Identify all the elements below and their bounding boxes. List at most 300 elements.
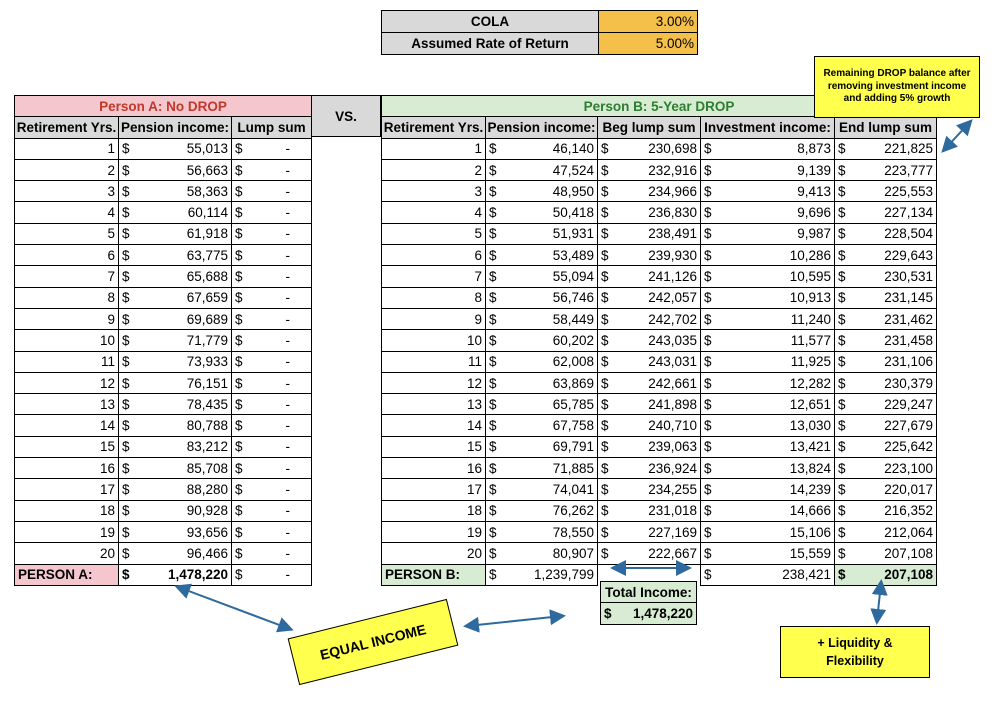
currency-symbol: $ (838, 481, 846, 497)
retirement-year: 7 (15, 266, 119, 287)
retirement-year: 16 (15, 458, 119, 479)
vs-label: VS. (311, 95, 381, 137)
currency-symbol: $ (489, 183, 497, 199)
currency-symbol: $ (122, 524, 130, 540)
cell-value[interactable]: 76,262 (552, 503, 594, 519)
cell-value[interactable]: 241,898 (648, 396, 697, 412)
currency-symbol: $ (704, 162, 712, 178)
currency-symbol: $ (235, 396, 243, 412)
currency-symbol: $ (704, 418, 712, 434)
currency-symbol: $ (122, 481, 130, 497)
cell-value[interactable]: 8,873 (797, 141, 831, 157)
currency-symbol: $ (122, 183, 130, 199)
currency-symbol: $ (601, 545, 609, 561)
currency-symbol: $ (704, 269, 712, 285)
column-header: Retirement Yrs. (382, 117, 486, 138)
currency-symbol: $ (838, 354, 846, 370)
currency-symbol: $ (704, 205, 712, 221)
currency-symbol: $ (489, 205, 497, 221)
currency-symbol: $ (122, 375, 130, 391)
currency-symbol: $ (235, 460, 243, 476)
currency-symbol: $ (838, 439, 846, 455)
cell-value[interactable]: 243,031 (648, 354, 697, 370)
currency-symbol: $ (601, 524, 609, 540)
retirement-year: 5 (15, 223, 119, 244)
arrow-person-a-equal (178, 587, 290, 629)
currency-symbol: $ (704, 545, 712, 561)
retirement-year: 15 (15, 436, 119, 457)
cell-value[interactable]: 88,280 (186, 481, 228, 497)
currency-symbol: $ (235, 247, 243, 263)
cell-value[interactable]: 9,987 (797, 226, 831, 242)
currency-symbol: $ (122, 396, 130, 412)
cell-value[interactable]: 11,925 (790, 354, 831, 370)
cell-value[interactable]: 71,779 (186, 332, 228, 348)
person-b-total-end-lump[interactable]: 207,108 (884, 567, 934, 583)
cell-value[interactable]: 10,595 (789, 269, 831, 285)
cell-value[interactable]: 207,108 (884, 545, 934, 561)
total-income-value[interactable]: 1,478,220 (632, 605, 693, 621)
cell-value[interactable]: 60,114 (187, 205, 228, 221)
cell-value[interactable]: 221,825 (884, 141, 934, 157)
retirement-year: 5 (382, 223, 486, 244)
cell-value[interactable]: 85,708 (186, 460, 228, 476)
retirement-year: 7 (382, 266, 486, 287)
arrow-liquidity (877, 583, 881, 621)
person-b-total-investment[interactable]: 238,421 (782, 567, 831, 583)
cell-value[interactable]: 242,057 (648, 290, 697, 306)
currency-symbol: $ (601, 247, 609, 263)
currency-symbol: $ (489, 481, 497, 497)
cell-value[interactable]: 61,918 (186, 226, 228, 242)
currency-symbol: $ (601, 311, 609, 327)
cell-value[interactable]: 239,930 (648, 247, 697, 263)
cell-value[interactable]: - (285, 396, 290, 412)
currency-symbol: $ (489, 439, 497, 455)
cell-value[interactable]: 71,885 (552, 460, 594, 476)
currency-symbol: $ (122, 205, 130, 221)
retirement-year: 4 (382, 202, 486, 223)
retirement-year: 2 (382, 159, 486, 180)
currency-symbol: $ (601, 332, 609, 348)
cell-value[interactable]: - (285, 418, 290, 434)
currency-symbol: $ (122, 354, 130, 370)
currency-symbol: $ (235, 332, 243, 348)
currency-symbol: $ (601, 503, 609, 519)
cell-value[interactable]: 13,421 (789, 439, 831, 455)
cell-value[interactable]: 242,702 (648, 311, 697, 327)
cola-label: COLA (382, 11, 599, 33)
retirement-year: 17 (15, 479, 119, 500)
retirement-year: 1 (15, 138, 119, 159)
currency-symbol: $ (604, 605, 612, 621)
total-income-label: Total Income: (601, 582, 697, 603)
currency-symbol: $ (601, 141, 609, 157)
currency-symbol: $ (704, 375, 712, 391)
currency-symbol: $ (838, 311, 846, 327)
currency-symbol: $ (235, 481, 243, 497)
cell-value[interactable]: 222,667 (648, 545, 697, 561)
currency-symbol: $ (601, 162, 609, 178)
cell-value[interactable]: - (285, 375, 290, 391)
cell-value[interactable]: - (285, 269, 290, 285)
cell-value[interactable]: 10,913 (789, 290, 831, 306)
cell-value[interactable]: - (285, 332, 290, 348)
person-b-total-pension[interactable]: 1,239,799 (533, 567, 594, 583)
currency-symbol: $ (601, 439, 609, 455)
cola-value[interactable]: 3.00% (599, 11, 698, 33)
currency-symbol: $ (489, 162, 497, 178)
cell-value[interactable]: 231,106 (884, 354, 934, 370)
cell-value[interactable]: 225,553 (884, 183, 934, 199)
currency-symbol: $ (122, 545, 130, 561)
column-header: End lump sum (835, 117, 937, 138)
currency-symbol: $ (838, 290, 846, 306)
currency-symbol: $ (704, 141, 712, 157)
rate-of-return-label: Assumed Rate of Return (382, 33, 599, 55)
cell-value[interactable]: 14,666 (789, 503, 831, 519)
currency-symbol: $ (235, 545, 243, 561)
currency-symbol: $ (601, 418, 609, 434)
cell-value[interactable]: 58,363 (186, 183, 228, 199)
currency-symbol: $ (838, 141, 846, 157)
cell-value[interactable]: 12,651 (789, 396, 831, 412)
cell-value[interactable]: - (285, 545, 290, 561)
cell-value[interactable]: - (285, 524, 290, 540)
retirement-year: 9 (382, 308, 486, 329)
cell-value[interactable]: 78,435 (186, 396, 228, 412)
currency-symbol: $ (838, 269, 846, 285)
cell-value[interactable]: 228,504 (884, 226, 934, 242)
retirement-year: 1 (382, 138, 486, 159)
cell-value[interactable]: 10,286 (789, 247, 831, 263)
cell-value[interactable]: 48,950 (552, 183, 594, 199)
currency-symbol: $ (704, 354, 712, 370)
cell-value[interactable]: - (285, 460, 290, 476)
cell-value[interactable]: 240,710 (648, 418, 697, 434)
cell-value[interactable]: - (285, 141, 290, 157)
currency-symbol: $ (838, 332, 846, 348)
cell-value[interactable]: 93,656 (186, 524, 228, 540)
cell-value[interactable]: - (285, 354, 290, 370)
currency-symbol: $ (704, 439, 712, 455)
retirement-year: 4 (15, 202, 119, 223)
currency-symbol: $ (489, 332, 497, 348)
retirement-year: 11 (15, 351, 119, 372)
cell-value[interactable]: 229,247 (884, 396, 934, 412)
currency-symbol: $ (601, 396, 609, 412)
cell-value[interactable]: 227,169 (648, 524, 697, 540)
retirement-year: 13 (15, 394, 119, 415)
retirement-year: 6 (382, 245, 486, 266)
currency-symbol: $ (235, 269, 243, 285)
currency-symbol: $ (601, 460, 609, 476)
cell-value[interactable]: - (285, 439, 290, 455)
cell-value[interactable]: 14,239 (789, 481, 831, 497)
cell-value[interactable]: 56,663 (186, 162, 228, 178)
currency-symbol: $ (489, 354, 497, 370)
retirement-year: 3 (15, 181, 119, 202)
retirement-year: 9 (15, 308, 119, 329)
currency-symbol: $ (489, 141, 497, 157)
retirement-year: 15 (382, 436, 486, 457)
cell-value[interactable]: 78,550 (552, 524, 594, 540)
currency-symbol: $ (489, 311, 497, 327)
column-header: Lump sum (232, 117, 312, 138)
cell-value[interactable]: 212,064 (884, 524, 934, 540)
cell-value[interactable]: - (285, 162, 290, 178)
cell-value[interactable]: 96,466 (186, 545, 228, 561)
currency-symbol: $ (235, 524, 243, 540)
currency-symbol: $ (489, 460, 497, 476)
currency-symbol: $ (122, 247, 130, 263)
currency-symbol: $ (601, 205, 609, 221)
cell-value[interactable]: 69,791 (552, 439, 594, 455)
retirement-year: 12 (382, 372, 486, 393)
person-a-total-lump[interactable]: - (285, 567, 290, 583)
currency-symbol: $ (122, 332, 130, 348)
cell-value[interactable]: 74,041 (552, 481, 594, 497)
currency-symbol: $ (601, 269, 609, 285)
person-a-title: Person A: No DROP (15, 96, 312, 117)
column-header: Pension income: (486, 117, 598, 138)
cell-value[interactable]: 241,126 (648, 269, 697, 285)
cell-value[interactable]: 13,030 (789, 418, 831, 434)
currency-symbol: $ (704, 226, 712, 242)
currency-symbol: $ (122, 311, 130, 327)
cell-value[interactable]: 220,017 (884, 481, 934, 497)
cell-value[interactable]: - (285, 247, 290, 263)
cell-value[interactable]: 65,785 (552, 396, 594, 412)
person-b-total-label: PERSON B: (382, 564, 486, 585)
cell-value[interactable]: 9,413 (797, 183, 831, 199)
retirement-year: 20 (382, 543, 486, 564)
currency-symbol: $ (122, 460, 130, 476)
retirement-year: 8 (15, 287, 119, 308)
currency-symbol: $ (838, 567, 846, 583)
currency-symbol: $ (838, 162, 846, 178)
currency-symbol: $ (601, 375, 609, 391)
currency-symbol: $ (489, 226, 497, 242)
cell-value[interactable]: - (285, 183, 290, 199)
currency-symbol: $ (122, 503, 130, 519)
retirement-year: 19 (15, 521, 119, 542)
retirement-year: 17 (382, 479, 486, 500)
retirement-year: 18 (15, 500, 119, 521)
cell-value[interactable]: 56,746 (552, 290, 594, 306)
cell-value[interactable]: 76,151 (186, 375, 228, 391)
cell-value[interactable]: 62,008 (552, 354, 594, 370)
currency-symbol: $ (838, 205, 846, 221)
currency-symbol: $ (122, 439, 130, 455)
cell-value[interactable]: 227,134 (884, 205, 934, 221)
column-header: Retirement Yrs. (15, 117, 119, 138)
cell-value[interactable]: 63,775 (186, 247, 228, 263)
cell-value[interactable]: 69,689 (186, 311, 228, 327)
currency-symbol: $ (489, 418, 497, 434)
arrow-drop-note (944, 122, 970, 150)
cell-value[interactable]: 242,661 (648, 375, 697, 391)
currency-symbol: $ (122, 226, 130, 242)
currency-symbol: $ (489, 545, 497, 561)
currency-symbol: $ (235, 311, 243, 327)
cell-value[interactable]: 232,916 (648, 162, 697, 178)
cell-value[interactable]: 80,907 (552, 545, 594, 561)
cell-value[interactable]: 9,696 (797, 205, 831, 221)
cell-value[interactable]: 11,577 (790, 332, 831, 348)
cell-value[interactable]: 53,489 (552, 247, 594, 263)
retirement-year: 2 (15, 159, 119, 180)
retirement-year: 20 (15, 543, 119, 564)
cell-value[interactable]: 230,531 (884, 269, 934, 285)
cell-value[interactable]: 234,966 (648, 183, 697, 199)
rate-of-return-value[interactable]: 5.00% (599, 33, 698, 55)
person-a-total-pension[interactable]: 1,478,220 (167, 567, 228, 583)
cell-value[interactable]: 231,018 (648, 503, 697, 519)
cell-value[interactable]: - (285, 481, 290, 497)
column-header: Beg lump sum (598, 117, 701, 138)
cell-value[interactable]: 55,094 (552, 269, 594, 285)
cell-value[interactable]: 238,491 (648, 226, 697, 242)
retirement-year: 18 (382, 500, 486, 521)
cell-value[interactable]: 80,788 (186, 418, 228, 434)
currency-symbol: $ (122, 567, 130, 583)
cell-value[interactable]: 13,824 (789, 460, 831, 476)
person-b-title: Person B: 5-Year DROP (382, 96, 937, 117)
retirement-year: 14 (382, 415, 486, 436)
retirement-year: 14 (15, 415, 119, 436)
cell-value[interactable]: - (285, 503, 290, 519)
cell-value[interactable]: 11,240 (790, 311, 831, 327)
currency-symbol: $ (235, 375, 243, 391)
retirement-year: 3 (382, 181, 486, 202)
cell-value[interactable]: 9,139 (797, 162, 831, 178)
cell-value[interactable]: 90,928 (186, 503, 228, 519)
currency-symbol: $ (122, 162, 130, 178)
cell-value[interactable]: 67,659 (186, 290, 228, 306)
currency-symbol: $ (235, 503, 243, 519)
currency-symbol: $ (704, 567, 712, 583)
currency-symbol: $ (838, 418, 846, 434)
currency-symbol: $ (122, 269, 130, 285)
arrow-equal-total (467, 616, 562, 626)
retirement-year: 16 (382, 458, 486, 479)
cell-value[interactable]: 55,013 (186, 141, 228, 157)
currency-symbol: $ (838, 226, 846, 242)
cell-value[interactable]: 231,458 (884, 332, 934, 348)
currency-symbol: $ (838, 247, 846, 263)
currency-symbol: $ (235, 226, 243, 242)
cell-value[interactable]: 230,379 (884, 375, 934, 391)
currency-symbol: $ (601, 354, 609, 370)
person-a-total-label: PERSON A: (15, 564, 119, 585)
currency-symbol: $ (489, 247, 497, 263)
currency-symbol: $ (704, 460, 712, 476)
retirement-year: 8 (382, 287, 486, 308)
retirement-year: 13 (382, 394, 486, 415)
cell-value[interactable]: 231,462 (884, 311, 934, 327)
currency-symbol: $ (838, 375, 846, 391)
currency-symbol: $ (601, 481, 609, 497)
currency-symbol: $ (704, 524, 712, 540)
cell-value[interactable]: 60,202 (552, 332, 594, 348)
currency-symbol: $ (838, 503, 846, 519)
cell-value[interactable]: 47,524 (552, 162, 594, 178)
cell-value[interactable]: 58,449 (552, 311, 594, 327)
currency-symbol: $ (489, 524, 497, 540)
retirement-year: 12 (15, 372, 119, 393)
column-header: Investment income: (701, 117, 835, 138)
currency-symbol: $ (704, 290, 712, 306)
cell-value[interactable]: - (285, 311, 290, 327)
retirement-year: 11 (382, 351, 486, 372)
cell-value[interactable]: 63,869 (552, 375, 594, 391)
currency-symbol: $ (704, 311, 712, 327)
currency-symbol: $ (235, 162, 243, 178)
cell-value[interactable]: 223,777 (884, 162, 934, 178)
cell-value[interactable]: 236,924 (648, 460, 697, 476)
cell-value[interactable]: 229,643 (884, 247, 934, 263)
currency-symbol: $ (704, 481, 712, 497)
currency-symbol: $ (489, 396, 497, 412)
cell-value[interactable]: 234,255 (648, 481, 697, 497)
currency-symbol: $ (235, 205, 243, 221)
currency-symbol: $ (838, 545, 846, 561)
currency-symbol: $ (838, 460, 846, 476)
cell-value[interactable]: 65,688 (186, 269, 228, 285)
cell-value[interactable]: 223,100 (884, 460, 934, 476)
currency-symbol: $ (704, 503, 712, 519)
cell-value[interactable]: 46,140 (552, 141, 594, 157)
cell-value[interactable]: 239,063 (648, 439, 697, 455)
cell-value[interactable]: 67,758 (552, 418, 594, 434)
cell-value[interactable]: 216,352 (884, 503, 934, 519)
currency-symbol: $ (489, 375, 497, 391)
currency-symbol: $ (601, 183, 609, 199)
currency-symbol: $ (235, 418, 243, 434)
cell-value[interactable]: 15,559 (789, 545, 831, 561)
currency-symbol: $ (235, 290, 243, 306)
cell-value[interactable]: 227,679 (884, 418, 934, 434)
currency-symbol: $ (235, 354, 243, 370)
cell-value[interactable]: 50,418 (552, 205, 594, 221)
cell-value[interactable]: 83,212 (186, 439, 228, 455)
currency-symbol: $ (489, 567, 497, 583)
currency-symbol: $ (489, 269, 497, 285)
cell-value[interactable]: 73,933 (186, 354, 228, 370)
cell-value[interactable]: 236,830 (648, 205, 697, 221)
cell-value[interactable]: - (285, 205, 290, 221)
cell-value[interactable]: 12,282 (789, 375, 831, 391)
cell-value[interactable]: - (285, 226, 290, 242)
cell-value[interactable]: 231,145 (884, 290, 934, 306)
cell-value[interactable]: 225,642 (884, 439, 934, 455)
retirement-year: 6 (15, 245, 119, 266)
currency-symbol: $ (122, 141, 130, 157)
currency-symbol: $ (704, 396, 712, 412)
cell-value[interactable]: 230,698 (648, 141, 697, 157)
cell-value[interactable]: - (285, 290, 290, 306)
currency-symbol: $ (601, 226, 609, 242)
currency-symbol: $ (838, 396, 846, 412)
cell-value[interactable]: 15,106 (789, 524, 831, 540)
cell-value[interactable]: 51,931 (552, 226, 594, 242)
column-header: Pension income: (119, 117, 232, 138)
retirement-year: 19 (382, 521, 486, 542)
retirement-year: 10 (382, 330, 486, 351)
currency-symbol: $ (838, 524, 846, 540)
cell-value[interactable]: 243,035 (648, 332, 697, 348)
